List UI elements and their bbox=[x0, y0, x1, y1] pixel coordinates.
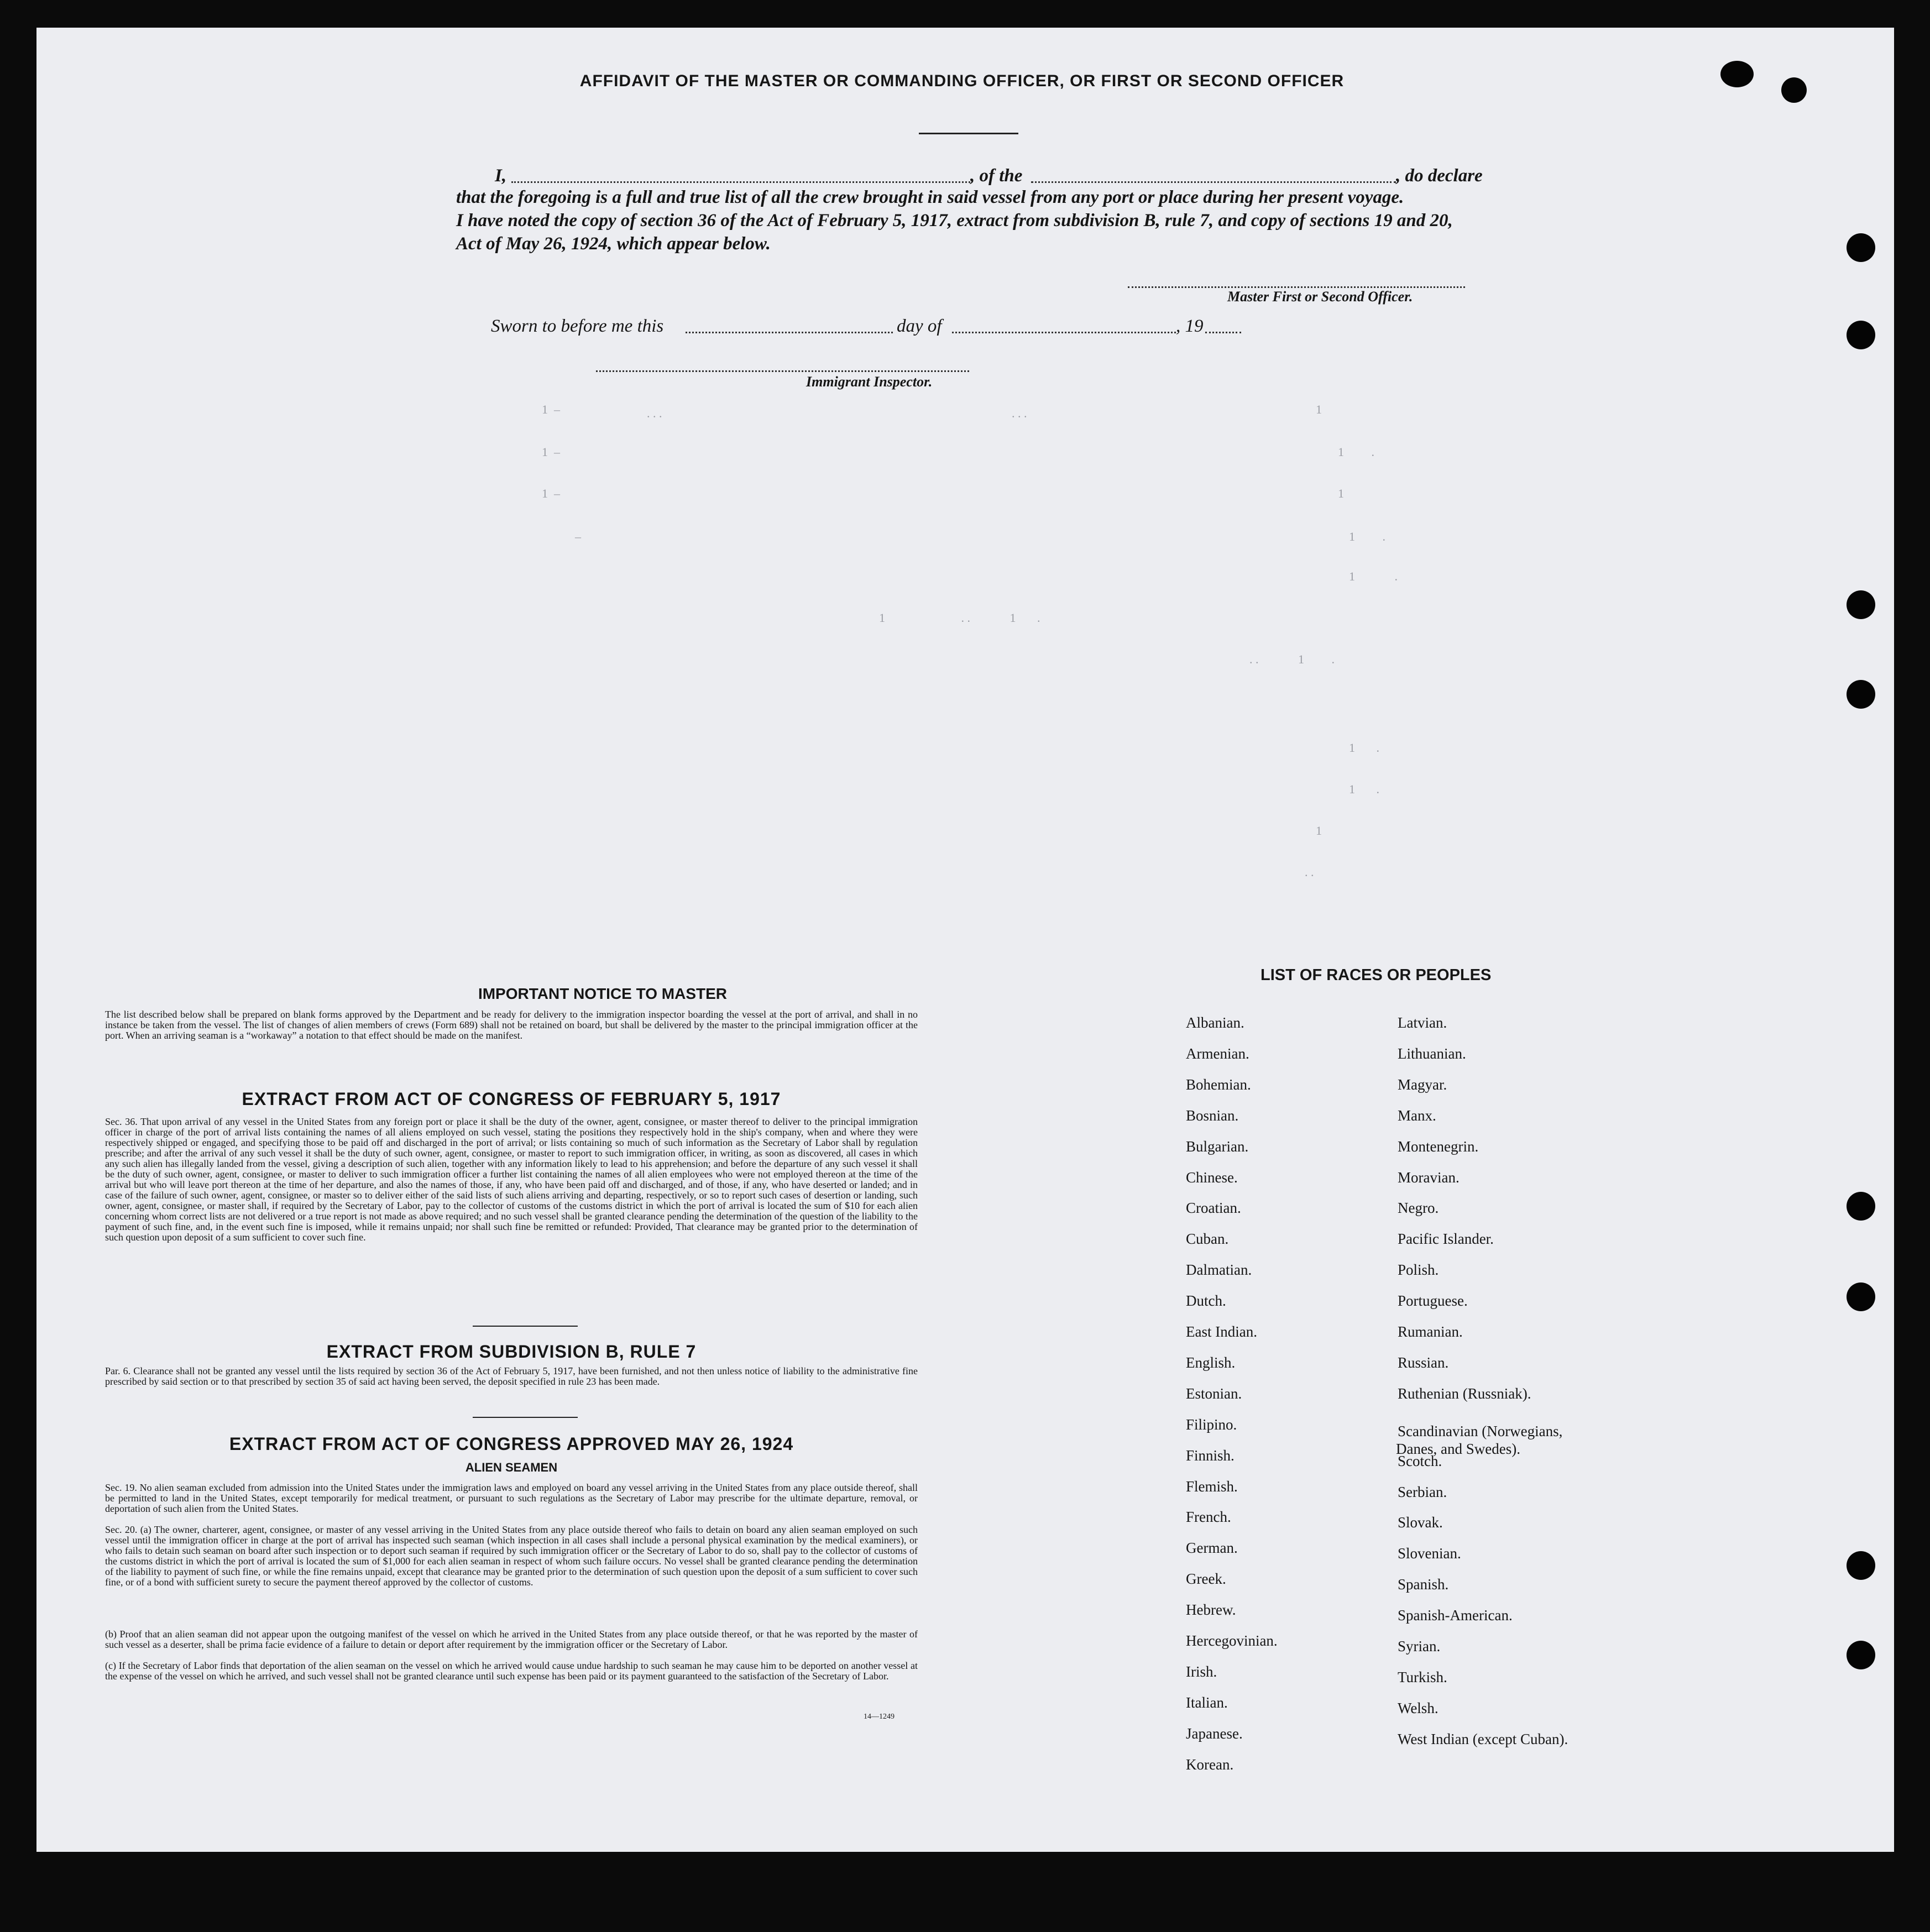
race-item: Rumanian. bbox=[1398, 1323, 1463, 1340]
inspector-signature-label: Immigrant Inspector. bbox=[806, 374, 933, 390]
race-item: Dutch. bbox=[1186, 1292, 1226, 1309]
extract-1924-sec20c: (c) If the Secretary of Labor finds that deportation of the alien seaman on the vessel on which he arrived would cause undue hardship to such seaman he may cause him to be deported on another vessel at the expense of the vessel on which he arrived, and such vessel shall not be granted clearance until such expense has been paid or its payment guaranteed to the satisfaction of the Secretary of Labor. bbox=[105, 1660, 918, 1682]
race-item: Latvian. bbox=[1398, 1014, 1447, 1031]
sworn-year-blank bbox=[1205, 332, 1241, 333]
extract-1924-sec20b: (b) Proof that an alien seaman did not appear upon the outgoing manifest of the vessel on which he arrived in the United States from any place outside thereof, or that he was reported by the master of such vessel as a deserter, shall be prima facie evidence of a failure to detain or deport after requirement by the immigration officer or the Secretary of Labor. bbox=[105, 1629, 918, 1650]
race-item: Scandinavian (Norwegians, bbox=[1398, 1423, 1563, 1439]
race-item: Korean. bbox=[1186, 1756, 1234, 1773]
race-item: Turkish. bbox=[1398, 1669, 1447, 1685]
master-signature-label: Master First or Second Officer. bbox=[1227, 289, 1413, 305]
race-item: Croatian. bbox=[1186, 1200, 1241, 1216]
punch-hole-decoration bbox=[1847, 321, 1875, 349]
sworn-prefix: Sworn to before me this bbox=[491, 316, 664, 336]
bleed-through-mark: 1 . bbox=[1349, 741, 1379, 755]
race-item: Flemish. bbox=[1186, 1478, 1238, 1495]
race-item: Slovenian. bbox=[1398, 1545, 1461, 1562]
race-item: Moravian. bbox=[1398, 1169, 1460, 1186]
race-item: Finnish. bbox=[1186, 1447, 1235, 1464]
race-item: Polish. bbox=[1398, 1261, 1439, 1278]
extract-1924-sec20a: Sec. 20. (a) The owner, charterer, agent, consignee, or master of any vessel arriving in the United States from any place outside thereof who fails to detain on board any alien seaman employed on such vessel until the immigration officer in charge at the port of arrival has inspected such seaman (which inspection in all cases shall include a personal physical examination by the medical examiners), or who fails to detain such seaman on board after such inspection or to deport such seaman if required by such immigration officer or the Secretary of Labor to do so, shall pay to the collector of customs of the customs district in which the port of arrival is located the sum of $1,000 for each alien seaman in respect of whom such failure occurs. No vessel shall be granted clearance pending the determination of the liability to payment of such fine, or while the fine remains unpaid, except that clearance may be granted prior to the determination of such question upon the deposit of a sum sufficient to cover such fine, or of a bond with sufficient surety to secure the payment thereof approved by the collector of customs. bbox=[105, 1524, 918, 1588]
race-item: German. bbox=[1186, 1540, 1238, 1556]
races-title: LIST OF RACES OR PEOPLES bbox=[1260, 966, 1492, 984]
race-item: West Indian (except Cuban). bbox=[1398, 1731, 1568, 1747]
race-item: Cuban. bbox=[1186, 1231, 1229, 1247]
extract-rule7-text: Par. 6. Clearance shall not be granted any vessel until the lists required by section 36 of the Act of February 5, 1917, have been furnished, and not then unless notice of liability to the administrative fine prescribed by said section or to that prescribed by section 35 of said act having been served, the deposit specified in rule 23 has been made. bbox=[105, 1365, 918, 1387]
punch-hole-decoration bbox=[1847, 680, 1875, 709]
race-item: Bosnian. bbox=[1186, 1107, 1239, 1124]
bleed-through-mark: 1 bbox=[1338, 486, 1344, 500]
inspector-signature-line bbox=[596, 370, 969, 372]
notice-title: IMPORTANT NOTICE TO MASTER bbox=[478, 985, 728, 1002]
race-item: English. bbox=[1186, 1354, 1236, 1371]
race-item: Montenegrin. bbox=[1398, 1138, 1479, 1155]
extract-1917-text: Sec. 36. That upon arrival of any vessel in the United States from any foreign port or place it shall be the duty of the owner, agent, consignee, or master thereof to deliver to the principal immigration officer in charge of the port of arrival lists containing the names of all aliens employed on such vessel, stating the positions they respectively hold in the ship's company, when and where they were respectively shipped or engaged, and specifying those to be paid off and discharged in the port of arrival; or lists containing so much of such information as the Secretary of Labor shall by regulation prescribe; and after the arrival of any such vessel it shall be the duty of such owner, agent, consignee, or master to report to such immigration officer, in writing, as soon as discovered, all cases in which any such alien has illegally landed from the vessel, giving a description of such alien, together with any information likely to lead to his apprehension; and before the departure of any such vessel it shall be the duty of such owner, agent, consignee, or master to deliver to such immigration officer a further list containing the names of all alien employees who were not employed thereon at the time of the arrival but who will leave port thereon at the time of her departure, and also the names of those, if any, who have been paid off and discharged, and of those, if any, who have deserted or landed; and in case of the failure of such owner, agent, consignee, or master so to deliver either of the said lists of such aliens arriving and departing, respectively, or so to report such cases of desertion or landing, such owner, agent, consignee, or master shall, if required by the Secretary of Labor, pay to the collector of customs of the customs district in which the port of arrival is located the sum of $10 for each alien concerning whom correct lists are not delivered or a true report is not made as above required; and no such vessel shall be granted clearance pending the determination of the question of the liability to the payment of such fine, and, in the event such fine is imposed, while it remains unpaid; nor shall such fine be remitted or refunded: Provided, That clearance may be granted prior to the determination of such question upon deposit of a sum sufficient to cover such fine. bbox=[105, 1116, 918, 1243]
punch-hole-decoration bbox=[1847, 590, 1875, 619]
bleed-through-mark: 1 – bbox=[542, 445, 560, 459]
alien-seamen-subtitle: ALIEN SEAMEN bbox=[465, 1460, 558, 1474]
extract-1917-title: EXTRACT FROM ACT OF CONGRESS OF FEBRUARY 5, 1917 bbox=[242, 1089, 781, 1109]
race-item: Danes, and Swedes). bbox=[1396, 1441, 1520, 1457]
section-divider bbox=[473, 1417, 578, 1418]
bleed-through-mark: 1 – bbox=[542, 402, 560, 416]
notice-text: The list described below shall be prepared on blank forms approved by the Department and be ready for delivery to the immigration inspector boarding the vessel at the port of arrival, and shall in no instance be taken from the vessel. The list of changes of alien members of crews (Form 689) shall not be retained on board, but shall be delivered by the master to the principal immigration officer at the port. When an arriving seaman is a “workaway” a notation to that effect should be made on the manifest. bbox=[105, 1009, 918, 1041]
race-item: Syrian. bbox=[1398, 1638, 1441, 1654]
race-item: East Indian. bbox=[1186, 1323, 1257, 1340]
race-item: Welsh. bbox=[1398, 1700, 1439, 1716]
bleed-through-mark: . . 1 . bbox=[1249, 652, 1335, 666]
race-item: Spanish-American. bbox=[1398, 1607, 1513, 1624]
race-item: Spanish. bbox=[1398, 1576, 1449, 1593]
bleed-through-mark: 1 . . 1 . bbox=[879, 611, 1040, 625]
race-item: Magyar. bbox=[1398, 1076, 1447, 1093]
race-item: Armenian. bbox=[1186, 1045, 1249, 1062]
race-item: Slovak. bbox=[1398, 1514, 1443, 1531]
punch-hole-decoration bbox=[1847, 1641, 1875, 1669]
bleed-through-mark: 1 bbox=[1316, 402, 1322, 416]
bleed-through-mark: – bbox=[575, 530, 581, 543]
sworn-day-of: day of bbox=[897, 316, 942, 336]
form-number: 14—1249 bbox=[864, 1713, 895, 1721]
punch-hole-decoration bbox=[1781, 77, 1807, 103]
master-signature-line bbox=[1128, 286, 1465, 288]
sworn-year: , 19 bbox=[1176, 316, 1204, 336]
race-item: Hercegovinian. bbox=[1186, 1632, 1278, 1649]
race-item: Negro. bbox=[1398, 1200, 1439, 1216]
race-item: Ruthenian (Russniak). bbox=[1398, 1385, 1531, 1402]
race-item: Filipino. bbox=[1186, 1416, 1237, 1433]
affidavit-title: AFFIDAVIT OF THE MASTER OR COMMANDING OFFICER, OR FIRST OR SECOND OFFICER bbox=[579, 72, 1345, 90]
race-item: Manx. bbox=[1398, 1107, 1436, 1124]
race-item: Chinese. bbox=[1186, 1169, 1238, 1186]
punch-hole-decoration bbox=[1847, 1192, 1875, 1221]
race-item: Albanian. bbox=[1186, 1014, 1244, 1031]
declaration-i: I, bbox=[495, 166, 507, 186]
section-divider bbox=[473, 1326, 578, 1327]
race-item: Bulgarian. bbox=[1186, 1138, 1249, 1155]
declaration-do-declare: , do declare bbox=[1396, 166, 1483, 186]
bleed-through-mark: . . . bbox=[647, 406, 662, 420]
bleed-through-mark: 1 . bbox=[1349, 782, 1379, 796]
punch-hole-decoration bbox=[1847, 1551, 1875, 1580]
race-item: French. bbox=[1186, 1509, 1231, 1525]
title-underline bbox=[919, 133, 1018, 134]
sworn-month-blank bbox=[952, 332, 1176, 333]
race-item: Italian. bbox=[1186, 1694, 1228, 1711]
race-item: Scotch. bbox=[1398, 1453, 1442, 1469]
race-item: Russian. bbox=[1398, 1354, 1449, 1371]
bleed-through-mark: 1 – bbox=[542, 486, 560, 500]
bleed-through-mark: 1 . bbox=[1349, 569, 1398, 583]
race-item: Bohemian. bbox=[1186, 1076, 1251, 1093]
extract-1924-title: EXTRACT FROM ACT OF CONGRESS APPROVED MAY 26, 1924 bbox=[229, 1434, 794, 1454]
bleed-through-mark: . . . bbox=[1012, 406, 1027, 420]
declaration-line-3: I have noted the copy of section 36 of the Act of February 5, 1917, extract from subdivision B, rule 7, and copy of sections 19 and 20, bbox=[456, 211, 1453, 231]
race-item: Pacific Islander. bbox=[1398, 1231, 1494, 1247]
punch-hole-decoration bbox=[1720, 61, 1754, 87]
declaration-of-the: , of the bbox=[970, 166, 1023, 186]
bleed-through-mark: 1 bbox=[1316, 824, 1322, 837]
race-item: Serbian. bbox=[1398, 1484, 1447, 1500]
bleed-through-mark: 1 . bbox=[1338, 445, 1374, 459]
race-item: Lithuanian. bbox=[1398, 1045, 1466, 1062]
punch-hole-decoration bbox=[1847, 1282, 1875, 1311]
declaration-line-4: Act of May 26, 1924, which appear below. bbox=[456, 234, 771, 254]
bleed-through-mark: 1 . bbox=[1349, 530, 1385, 543]
extract-rule7-title: EXTRACT FROM SUBDIVISION B, RULE 7 bbox=[326, 1342, 697, 1362]
race-item: Greek. bbox=[1186, 1570, 1226, 1587]
race-item: Japanese. bbox=[1186, 1725, 1243, 1742]
race-item: Hebrew. bbox=[1186, 1601, 1236, 1618]
name-blank-line bbox=[511, 181, 970, 183]
race-item: Estonian. bbox=[1186, 1385, 1242, 1402]
race-item: Dalmatian. bbox=[1186, 1261, 1252, 1278]
extract-1924-sec19: Sec. 19. No alien seaman excluded from admission into the United States under the immigration laws and employed on board any vessel arriving in the United States from any place outside thereof, shall be permitted to land in the United States, except temporarily for medical treatment, or pursuant to such regulations as the Secretary of Labor may prescribe for the ultimate departure, removal, or deportation of such alien from the United States. bbox=[105, 1482, 918, 1514]
vessel-blank-line bbox=[1031, 181, 1396, 183]
punch-hole-decoration bbox=[1847, 233, 1875, 262]
bleed-through-mark: . . bbox=[1305, 865, 1314, 879]
sworn-day-blank bbox=[686, 332, 893, 333]
race-item: Irish. bbox=[1186, 1663, 1217, 1680]
declaration-line-2: that the foregoing is a full and true list of all the crew brought in said vessel from any port or place during her present voyage. bbox=[456, 187, 1404, 207]
race-item: Portuguese. bbox=[1398, 1292, 1468, 1309]
